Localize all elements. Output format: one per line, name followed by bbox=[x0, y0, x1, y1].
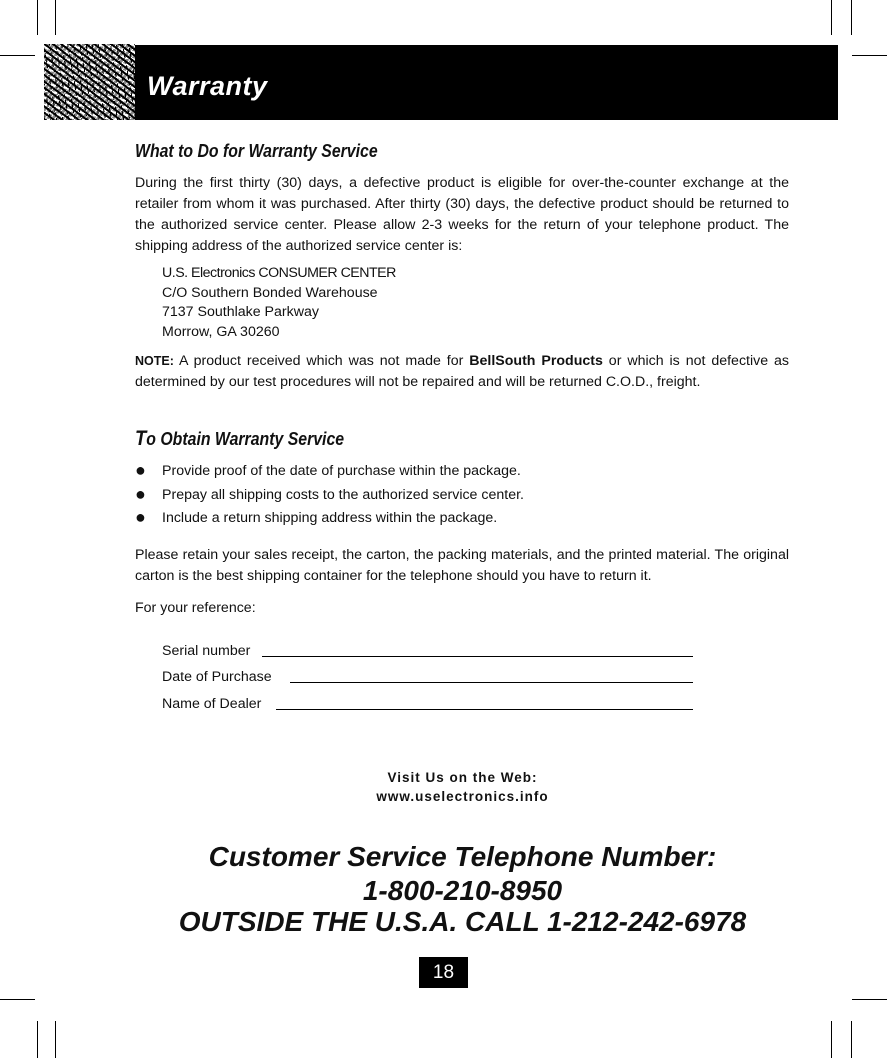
address-line: Morrow, GA 30260 bbox=[162, 323, 280, 340]
crop-mark bbox=[851, 0, 852, 35]
date-of-purchase-label: Date of Purchase bbox=[162, 669, 272, 685]
note-paragraph bbox=[135, 351, 789, 393]
note-text: A product received which was not made for bbox=[173, 353, 470, 369]
crop-mark bbox=[852, 55, 887, 56]
international-phone: OUTSIDE THE U.S.A. CALL 1-212-242-6978 bbox=[178, 906, 747, 937]
crop-mark bbox=[37, 0, 38, 35]
list-item-text: Provide proof of the date of purchase within the package. bbox=[162, 463, 521, 479]
crop-mark bbox=[37, 1021, 38, 1058]
name-of-dealer-line[interactable] bbox=[276, 709, 693, 710]
service-center-address bbox=[162, 264, 396, 342]
crop-mark bbox=[0, 55, 35, 56]
note-text: or which is not defective as determined by our test procedures will not be repaired and will be returned C.O.D., freight. bbox=[135, 353, 790, 390]
crop-mark bbox=[831, 0, 832, 35]
section-heading-warranty-service: What to Do for Warranty Service bbox=[135, 141, 378, 161]
list-item-text: Prepay all shipping costs to the authorized service center. bbox=[162, 486, 524, 503]
page-title: Warranty bbox=[147, 71, 268, 101]
crop-mark bbox=[851, 1021, 852, 1058]
serial-number-line[interactable] bbox=[262, 656, 693, 657]
section-heading-obtain-service bbox=[135, 427, 344, 451]
address-line: C/O Southern Bonded Warehouse bbox=[162, 284, 378, 301]
heading-rest: o Obtain Warranty Service bbox=[146, 429, 345, 449]
list-item-text: Include a return shipping address within the package. bbox=[162, 510, 498, 526]
crop-mark bbox=[0, 999, 35, 1000]
heading-initial: T bbox=[135, 427, 147, 450]
page-number: 18 bbox=[419, 957, 468, 988]
crop-mark bbox=[831, 1021, 832, 1058]
header-texture-block bbox=[44, 44, 135, 120]
note-label: NOTE: bbox=[135, 354, 174, 368]
date-of-purchase-line[interactable] bbox=[290, 682, 693, 683]
customer-service-phone: 1-800-210-8950 bbox=[362, 875, 563, 906]
crop-mark bbox=[55, 0, 56, 35]
bullet-icon: ● bbox=[135, 460, 146, 480]
address-line: 7137 Southlake Parkway bbox=[162, 304, 319, 320]
crop-mark bbox=[852, 999, 887, 1000]
serial-number-label: Serial number bbox=[162, 643, 251, 659]
header-bar bbox=[135, 45, 838, 120]
address-line: U.S. Electronics CONSUMER CENTER bbox=[162, 265, 396, 281]
bullet-icon: ● bbox=[135, 507, 146, 527]
web-label: Visit Us on the Web: bbox=[387, 770, 538, 785]
reference-label: For your reference: bbox=[135, 600, 256, 616]
brand-name: BellSouth Products bbox=[469, 353, 603, 369]
crop-mark bbox=[55, 1021, 56, 1058]
web-url[interactable]: www.uselectronics.info bbox=[376, 789, 549, 804]
warranty-paragraph: During the first thirty (30) days, a defective product is eligible for over-the-counter exchange at the retailer from whom it was purchased. After thirty (30) days, the defective product should be returned to the authorized service center. Please allow 2-3 weeks for the return of your telephone product. The shipping address of the authorized service center is: bbox=[135, 175, 789, 254]
bullet-icon: ● bbox=[135, 483, 146, 504]
name-of-dealer-label: Name of Dealer bbox=[162, 696, 262, 712]
retain-paragraph: Please retain your sales receipt, the carton, the packing materials, and the printed material. The original carton is the best shipping container for the telephone should you have to return it. bbox=[135, 547, 789, 584]
customer-service-title: Customer Service Telephone Number: bbox=[208, 841, 717, 872]
